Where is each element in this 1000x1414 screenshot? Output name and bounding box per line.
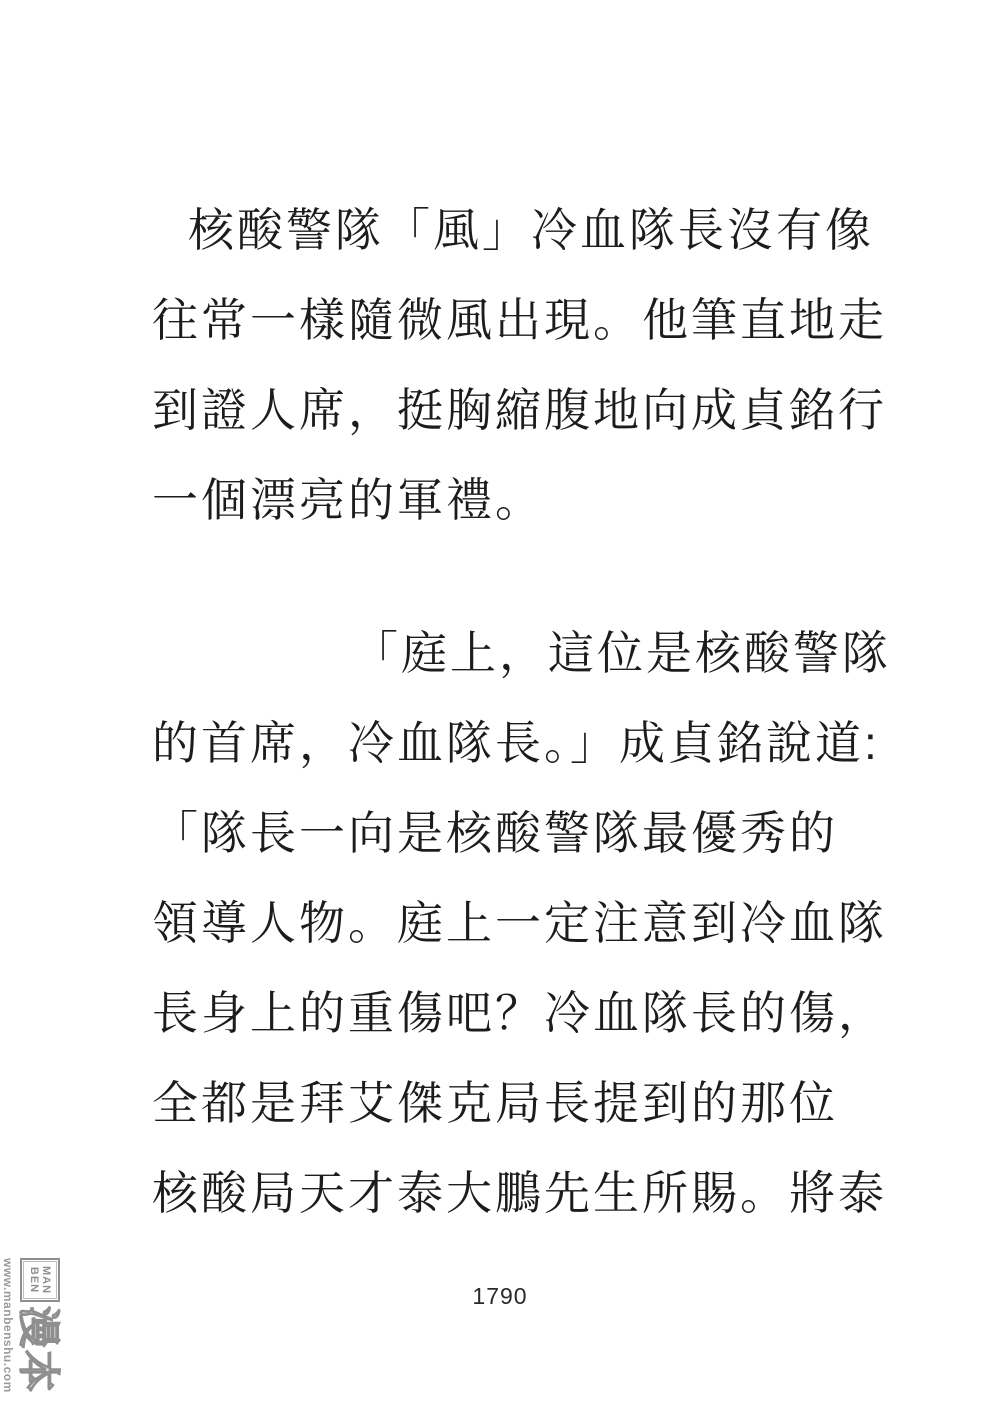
text-line: 「庭上，這位是核酸警隊 <box>352 627 891 679</box>
logo-character-ben: 本 <box>15 1350 62 1393</box>
text-line: 往常一樣隨微風出現。他筆直地走 <box>152 294 887 346</box>
logo-text-man: MAN <box>40 1265 52 1295</box>
page-number: 1790 <box>472 1283 528 1309</box>
text-line: 長身上的重傷吧？冷血隊長的傷， <box>152 987 887 1039</box>
watermark-logo-row <box>16 1258 60 1408</box>
logo-character-man: 漫 <box>15 1306 62 1349</box>
text-line: 全都是拜艾傑克局長提到的那位 <box>152 1077 838 1129</box>
paragraph <box>152 608 891 1238</box>
text-line: 到證人席，挺胸縮腹地向成貞銘行 <box>152 384 887 436</box>
novel-text-block <box>152 185 891 1238</box>
manbenshu-watermark-logo <box>2 1258 60 1408</box>
manben-logo-icon <box>20 1258 60 1302</box>
text-line: 核酸警隊「風」冷血隊長沒有像 <box>188 204 874 256</box>
paragraph <box>152 185 887 545</box>
text-line: 的首席，冷血隊長。」成貞銘說道: <box>152 717 880 769</box>
logo-text-ben: BEN <box>28 1266 40 1294</box>
text-line: 「隊長一向是核酸警隊最優秀的 <box>152 807 838 859</box>
text-line: 領導人物。庭上一定注意到冷血隊 <box>152 897 887 949</box>
text-line: 一個漂亮的軍禮。 <box>152 474 544 526</box>
watermark-url: www.manbenshu.com <box>1 1258 15 1393</box>
text-line: 核酸局天才泰大鵬先生所賜。將泰 <box>152 1167 887 1219</box>
